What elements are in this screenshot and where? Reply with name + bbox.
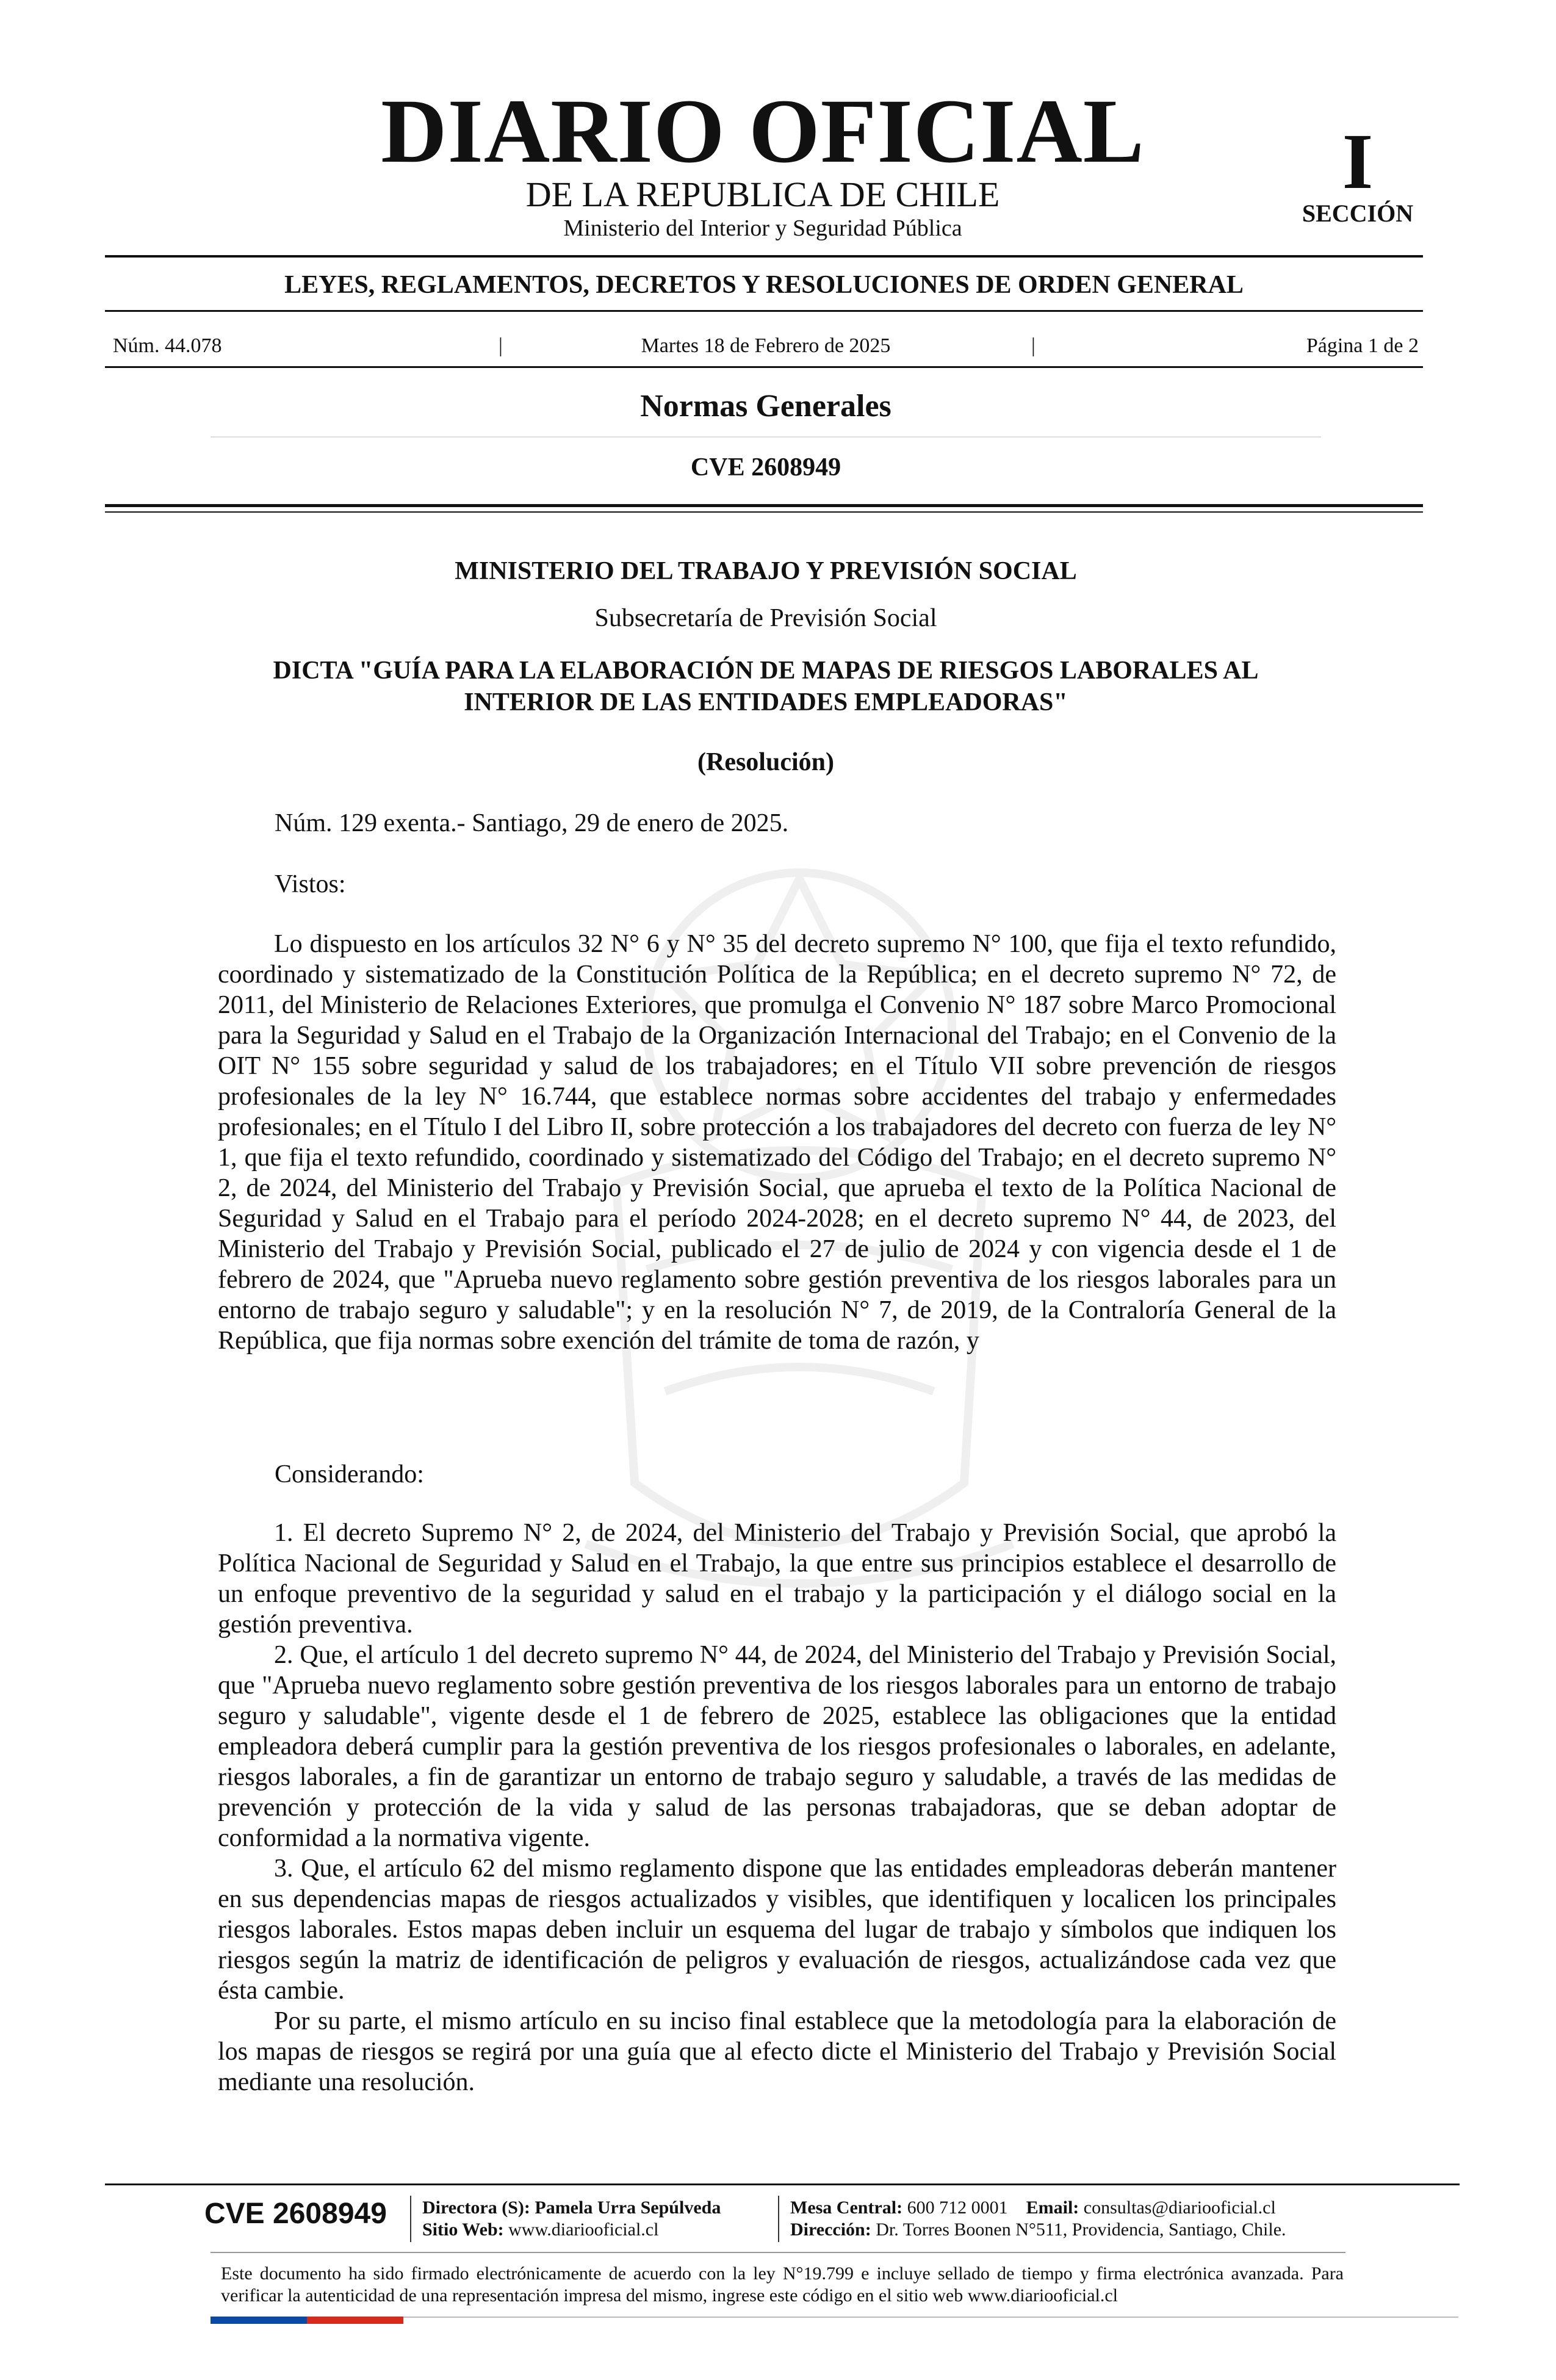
footer-contact-block (790, 2197, 1286, 2241)
issue-date: Martes 18 de Febrero de 2025 (641, 334, 891, 357)
masthead-rule (105, 255, 1423, 258)
considerando-item: 3. Que, el artículo 62 del mismo reglamento dispone que las entidades empleadoras deberán mantener en sus dependencias mapas de riesgos actualizados y visibles, que identifiquen y localicen los principales riesgos laborales. Estos mapas deben incluir un esquema del lugar de trabajo y símbolos que indiquen los riesgos según la matriz de identificación de peligros y evaluación de riesgos, actualizándose cada vez que ésta cambie. (218, 1855, 1336, 2005)
footer-mesa-label: Mesa Central: (790, 2198, 903, 2218)
document-ministry: MINISTERIO DEL TRABAJO Y PREVISIÓN SOCIAL (455, 557, 1077, 585)
masthead-subtitle: DE LA REPUBLICA DE CHILE (525, 175, 1000, 214)
vistos-paragraph (218, 929, 1336, 1356)
document-subsecretaria: Subsecretaría de Previsión Social (594, 604, 937, 632)
info-rule (105, 366, 1423, 368)
flag-stripe-blue (211, 2317, 307, 2324)
masthead-ministry: Ministerio del Interior y Seguridad Pública (563, 215, 962, 241)
page-indicator: Página 1 de 2 (1306, 334, 1419, 357)
resolution-number-line: Núm. 129 exenta.- Santiago, 29 de enero de 2025. (275, 809, 789, 837)
header-rule-thick (105, 504, 1423, 507)
footer-separator (211, 2252, 1345, 2253)
considerando-item: 1. El decreto Supremo N° 2, de 2024, del Ministerio del Trabajo y Previsión Social, que aprobó la Política Nacional de Seguridad y Salud en el Trabajo, la que entre sus principios establece el desarrollo de un enfoque preventivo de la seguridad y salud en el trabajo y la participación y el diálogo social en la gestión preventiva. (218, 1519, 1336, 1639)
considerando-item: Por su parte, el mismo artículo en su inciso final establece que la metodología para la elaboración de los mapas de riesgos se regirá por una guía que al efecto dicte el Ministerio del Trabajo y Previsión Social mediante una resolución. (218, 2007, 1336, 2096)
footer-director-block (422, 2197, 721, 2241)
footer-web-link[interactable]: www.diariooficial.cl (508, 2220, 659, 2240)
masthead-title: DIARIO OFICIAL (381, 81, 1145, 182)
header-rule-thin (105, 511, 1423, 513)
footer-cve: CVE 2608949 (204, 2198, 387, 2230)
considerando-item: 2. Que, el artículo 1 del decreto supremo N° 44, de 2024, del Ministerio del Trabajo y Previsión Social, que "Aprueba nuevo reglamento sobre gestión preventiva de los riesgos laborales para un entorno de trabajo seguro y saludable", vigente desde el 1 de febrero de 2025, establece las obligaciones que la entidad empleadora deberá cumplir para la gestión preventiva de los riesgos profesionales o laborales, en adelante, riesgos laborales, a fin de garantizar un entorno de trabajo seguro y saludable, a través de las medidas de prevención y protección de la vida y salud de las personas trabajadoras, que se deban adoptar de conformidad a la normativa vigente. (218, 1641, 1336, 1852)
footer-mesa-value: 600 712 0001 (907, 2198, 1008, 2218)
vistos-heading: Vistos: (275, 870, 346, 898)
footer-rule (105, 2183, 1460, 2185)
issue-number: Núm. 44.078 (113, 334, 222, 357)
considerando-heading: Considerando: (275, 1460, 424, 1488)
footer-signature-note: Este documento ha sido firmado electrónicamente de acuerdo con la ley N°19.799 e incluye sellado de tiempo y firma electrónica avanzada. Para verificar la autenticidad de una representación impresa del mismo, ingrese este código en el sitio web www.diariooficial.cl (221, 2263, 1344, 2306)
banner-rule (105, 310, 1423, 312)
section-title: Normas Generales (640, 389, 891, 424)
footer-divider (410, 2196, 411, 2242)
footer-divider (778, 2196, 779, 2242)
footer-email-label: Email: (1026, 2198, 1079, 2218)
category-banner: LEYES, REGLAMENTOS, DECRETOS Y RESOLUCIONES DE ORDEN GENERAL (284, 271, 1244, 299)
document-type: (Resolución) (697, 748, 834, 776)
section-title-rule (211, 436, 1321, 438)
section-numeral: I (1342, 118, 1374, 206)
info-separator: | (499, 334, 503, 357)
footer-address-label: Dirección: (790, 2220, 871, 2240)
flag-stripe-red (307, 2317, 403, 2324)
info-separator: | (1031, 334, 1036, 357)
vistos-text: Lo dispuesto en los artículos 32 N° 6 y N° 35 del decreto supremo N° 100, que fija el texto refundido, coordinado y sistematizado de la Constitución Política de la República; en el decreto supremo N° 72, de 2011, del Ministerio de Relaciones Exteriores, que promulga el Convenio N° 187 sobre Marco Promocional para la Seguridad y Salud en el Trabajo de la Organización Internacional del Trabajo; en el Convenio de la OIT N° 155 sobre seguridad y salud de los trabajadores; en el Título VII sobre prevención de riesgos profesionales de la ley N° 16.744, que establece normas sobre accidentes del trabajo y enfermedades profesionales; en el Título I del Libro II, sobre protección a los trabajadores del decreto con fuerza de ley N° 1, que fija el texto refundido, coordinado y sistematizado del Código del Trabajo; en el decreto supremo N° 2, de 2024, del Ministerio del Trabajo y Previsión Social, que aprueba el texto de la Política Nacional de Seguridad y Salud en el Trabajo para el período 2024-2028; en el decreto supremo N° 44, de 2023, del Ministerio del Trabajo y Previsión Social, publicado el 27 de julio de 2024 y con vigencia desde el 1 de febrero de 2024, que "Aprueba nuevo reglamento sobre gestión preventiva de los riesgos laborales para un entorno de trabajo seguro y saludable"; y en la resolución N° 7, de 2019, de la Contraloría General de la República, que fija normas sobre exención del trámite de toma de razón, y (218, 930, 1336, 1355)
footer-web-label: Sitio Web: (422, 2220, 504, 2240)
considerando-list (218, 1518, 1336, 2097)
section-label: SECCIÓN (1302, 200, 1414, 227)
cve-code: CVE 2608949 (690, 453, 841, 481)
footer-email-link[interactable]: consultas@diariooficial.cl (1083, 2198, 1276, 2218)
footer-director: Directora (S): Pamela Urra Sepúlveda (422, 2198, 721, 2218)
document-title: DICTA "GUÍA PARA LA ELABORACIÓN DE MAPAS DE RIESGOS LABORALES AL INTERIOR DE LAS ENTIDADES EMPLEADORAS" (273, 657, 1259, 716)
footer-address-value: Dr. Torres Boonen N°511, Providencia, Santiago, Chile. (876, 2220, 1286, 2240)
